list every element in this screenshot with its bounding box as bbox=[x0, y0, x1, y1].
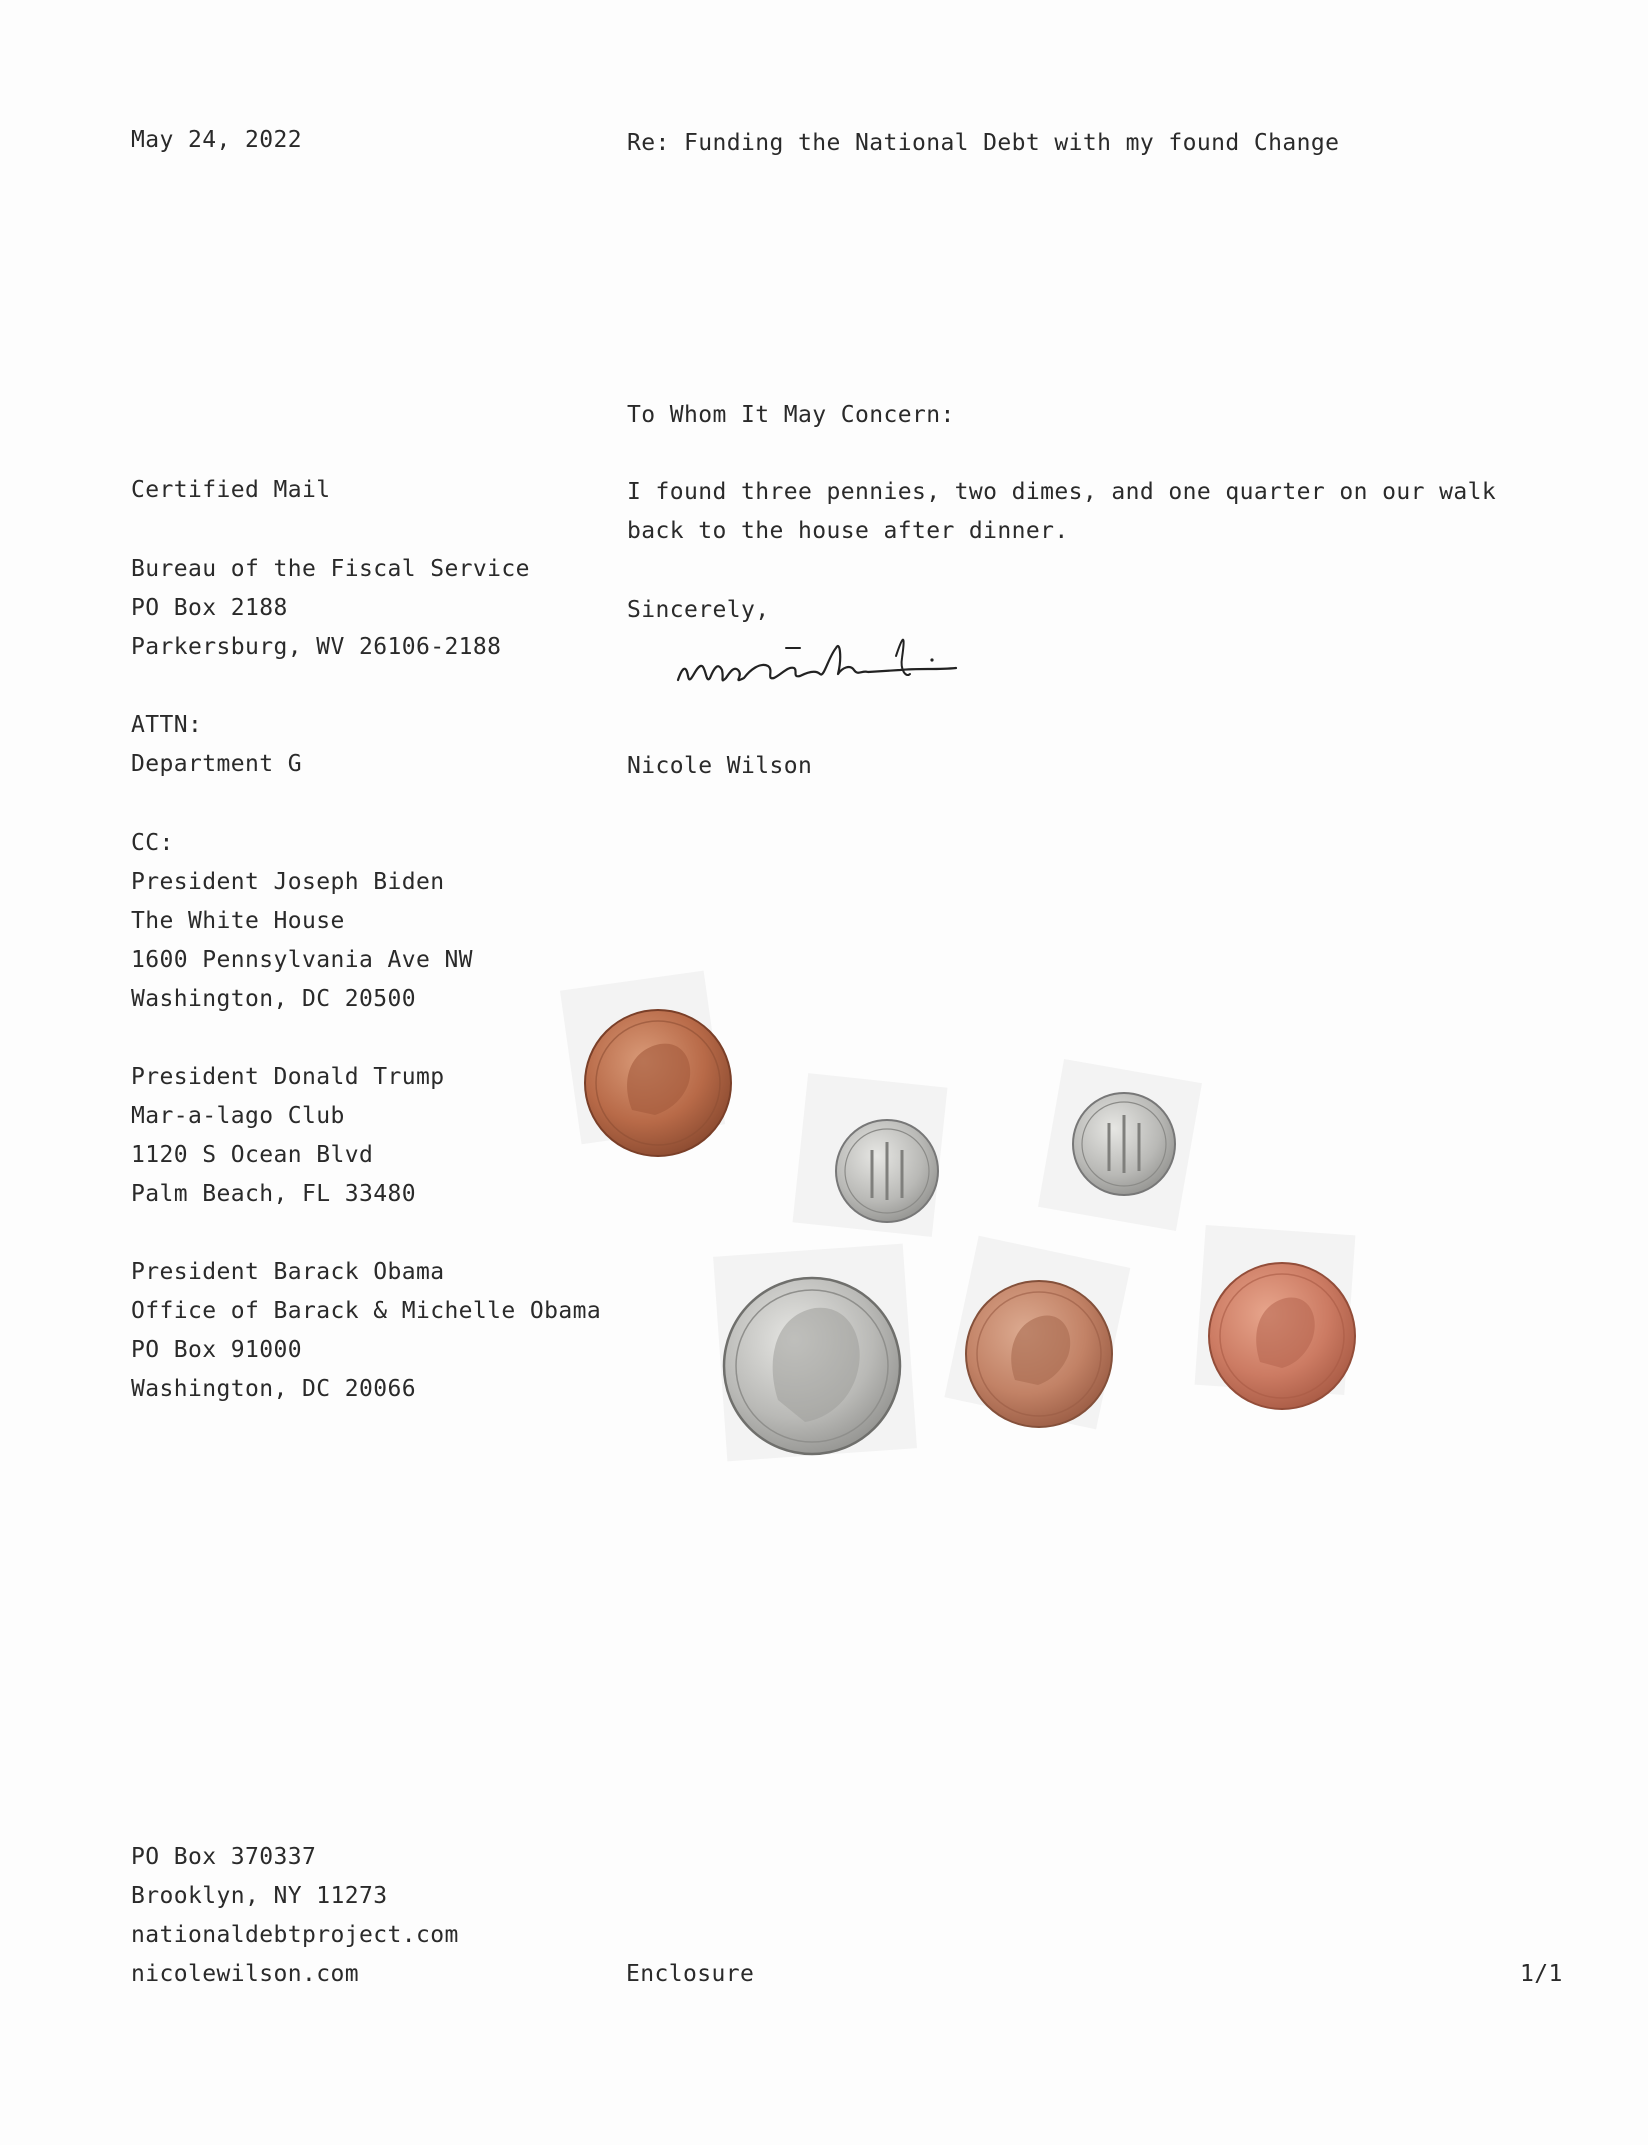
cc-line: Washington, DC 20066 bbox=[131, 1376, 416, 1402]
sender-line: Brooklyn, NY 11273 bbox=[131, 1883, 388, 1909]
attn-block bbox=[131, 706, 302, 784]
cc-line: Office of Barack & Michelle Obama bbox=[131, 1298, 602, 1324]
sender-website: nationaldebtproject.com bbox=[131, 1922, 459, 1948]
cc-line: The White House bbox=[131, 908, 345, 934]
dime-coin-2 bbox=[1073, 1093, 1175, 1195]
address-line: Parkersburg, WV 26106-2188 bbox=[131, 634, 502, 660]
cc-line: 1120 S Ocean Blvd bbox=[131, 1142, 374, 1168]
recipient-address bbox=[131, 550, 530, 667]
salutation: To Whom It May Concern: bbox=[627, 402, 955, 428]
sender-website: nicolewilson.com bbox=[131, 1961, 359, 1987]
address-line: Bureau of the Fiscal Service bbox=[131, 556, 530, 582]
handwritten-signature bbox=[670, 618, 1030, 708]
cc-line: Washington, DC 20500 bbox=[131, 986, 416, 1012]
enclosed-coins bbox=[560, 960, 1648, 1480]
letter-subject: Re: Funding the National Debt with my found Change bbox=[627, 130, 1340, 156]
mail-type: Certified Mail bbox=[131, 477, 331, 503]
penny-coin-2 bbox=[966, 1281, 1112, 1427]
cc-block bbox=[131, 824, 601, 1409]
attn-department: Department G bbox=[131, 751, 302, 777]
signer-name: Nicole Wilson bbox=[627, 753, 813, 779]
cc-line: 1600 Pennsylvania Ave NW bbox=[131, 947, 473, 973]
cc-line: PO Box 91000 bbox=[131, 1337, 302, 1363]
sender-line: PO Box 370337 bbox=[131, 1844, 317, 1870]
sender-address bbox=[131, 1838, 459, 1994]
cc-line: Palm Beach, FL 33480 bbox=[131, 1181, 416, 1207]
page-number: 1/1 bbox=[1520, 1961, 1563, 1987]
cc-line: President Donald Trump bbox=[131, 1064, 445, 1090]
penny-coin-1 bbox=[585, 1010, 731, 1156]
penny-coin-3 bbox=[1209, 1263, 1355, 1409]
letter-body: I found three pennies, two dimes, and one quarter on our walk back to the house after dinner. bbox=[627, 479, 1497, 544]
cc-line: President Barack Obama bbox=[131, 1259, 445, 1285]
cc-label: CC: bbox=[131, 830, 174, 856]
dime-coin-1 bbox=[836, 1120, 938, 1222]
cc-line: President Joseph Biden bbox=[131, 869, 445, 895]
enclosure-label: Enclosure bbox=[626, 1961, 755, 1987]
cc-line: Mar-a-lago Club bbox=[131, 1103, 345, 1129]
attn-label: ATTN: bbox=[131, 712, 203, 738]
letter-date: May 24, 2022 bbox=[131, 127, 302, 153]
quarter-coin bbox=[724, 1278, 900, 1454]
address-line: PO Box 2188 bbox=[131, 595, 288, 621]
closing: Sincerely, bbox=[627, 597, 770, 623]
